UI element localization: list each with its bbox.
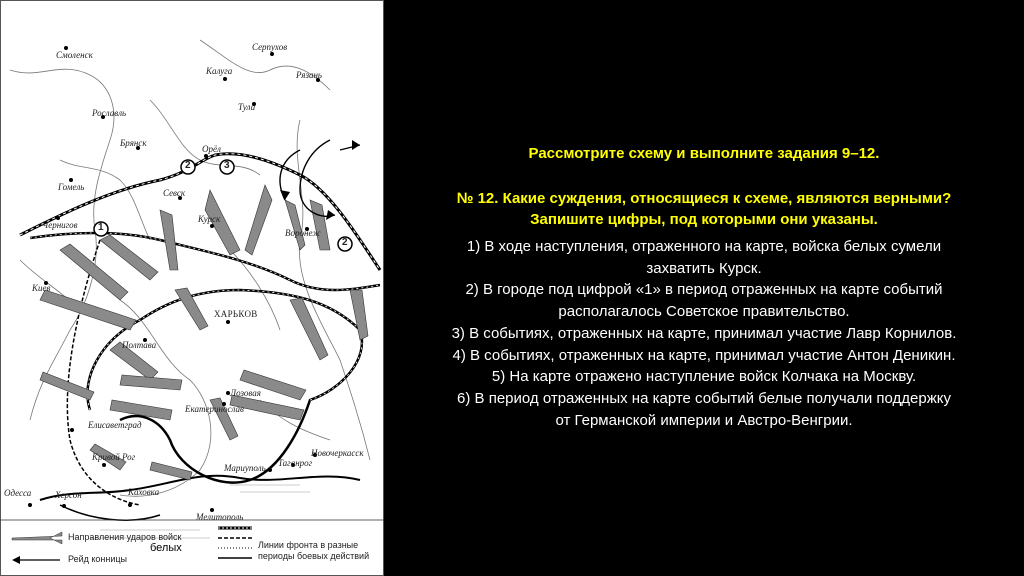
question-line-2: Запишите цифры, под которыми они указаны. bbox=[530, 211, 878, 228]
question bbox=[384, 188, 1024, 230]
city-melitopol: Мелитополь bbox=[196, 512, 244, 522]
legend-raid: Рейд конницы bbox=[68, 554, 128, 564]
city-kharkov: ХАРЬКОВ bbox=[214, 309, 258, 319]
city-odessa: Одесса bbox=[4, 488, 32, 498]
city-ryazan: Рязань bbox=[296, 70, 323, 80]
question-line-1: № 12. Какие суждения, относящиеся к схеме, являются верными? bbox=[456, 190, 952, 207]
task-title: Рассмотрите схему и выполните задания 9–12. bbox=[528, 145, 880, 162]
task-panel bbox=[384, 0, 1024, 576]
city-kherson: Херсон bbox=[55, 490, 82, 500]
city-kaluga: Калуга bbox=[206, 66, 233, 76]
legend-front-lines: Линии фронта в разные bbox=[258, 540, 359, 550]
marker-1: 1 bbox=[98, 222, 104, 233]
city-kiev: Киев bbox=[32, 283, 51, 293]
city-poltava: Полтава bbox=[122, 340, 157, 350]
legend-attack-white: белых bbox=[150, 542, 182, 554]
legend-attack: Направления ударов войск bbox=[68, 532, 182, 542]
option-line: 4) В событиях, отраженных на карте, принимал участие Антон Деникин. bbox=[452, 346, 956, 364]
city-orel: Орёл bbox=[202, 144, 221, 154]
city-kursk: Курск bbox=[198, 214, 221, 224]
option-line: от Германской империи и Австро-Венгрии. bbox=[555, 411, 853, 429]
city-novocherkassk: Новочеркасск bbox=[311, 448, 364, 458]
city-krivoy-rog: Кривой Рог bbox=[92, 452, 136, 462]
city-kakhovka: Каховка bbox=[128, 487, 160, 497]
city-serpukhov: Серпухов bbox=[252, 42, 288, 52]
city-gomel: Гомель bbox=[58, 182, 85, 192]
option-line: захватить Курск. bbox=[646, 259, 762, 277]
city-tula: Тула bbox=[238, 102, 256, 112]
city-sevsk: Севск bbox=[163, 188, 186, 198]
option-line: 5) На карте отражено наступление войск Колчака на Москву. bbox=[491, 368, 917, 386]
legend-front-lines-2: периоды боевых действий bbox=[258, 551, 370, 561]
city-smolensk: Смоленск bbox=[56, 50, 93, 60]
city-taganrog: Таганрог bbox=[278, 458, 313, 468]
marker-3: 3 bbox=[224, 160, 230, 171]
city-chernigov: Чернигов bbox=[42, 220, 78, 230]
option-line: 1) В ходе наступления, отраженного на карте, войска белых сумели bbox=[466, 238, 942, 255]
historical-map bbox=[0, 0, 384, 576]
city-lozovaya: Лозовая bbox=[230, 388, 261, 398]
marker-2-north: 2 bbox=[185, 160, 191, 171]
city-roslavl: Рославль bbox=[92, 108, 127, 118]
city-mariupol: Мариуполь bbox=[224, 463, 266, 473]
city-elisavetgrad: Елисаветград bbox=[88, 420, 142, 430]
marker-2-east: 2 bbox=[342, 237, 348, 248]
option-line: 3) В событиях, отраженных на карте, принимал участие Лавр Корнилов. bbox=[451, 324, 957, 342]
option-line: 6) В период отраженных на карте событий белые получали поддержку bbox=[457, 389, 951, 407]
city-bryansk: Брянск bbox=[120, 138, 147, 148]
city-ekaterinoslav: Екатеринослав bbox=[185, 404, 244, 414]
options-list bbox=[384, 236, 1024, 431]
option-line: 2) В городе под цифрой «1» в период отраженных на карте событий bbox=[465, 281, 943, 299]
city-voronezh: Воронеж bbox=[285, 228, 321, 238]
option-line: располагалось Советское правительство. bbox=[558, 303, 850, 321]
